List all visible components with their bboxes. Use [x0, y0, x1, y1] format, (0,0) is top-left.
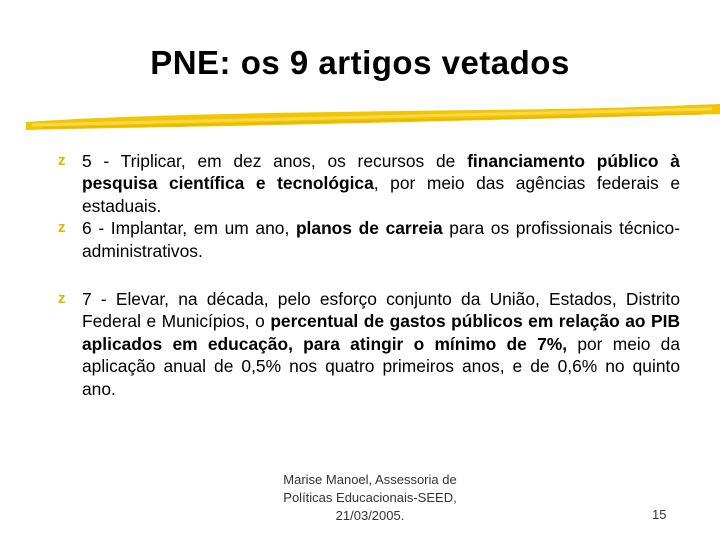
bullet-list: [58, 150, 680, 400]
bullet-text: , por meio das agências federais e estaduais.: [82, 173, 680, 216]
bullet-text: 5 - Triplicar, em dez anos, os recursos de: [82, 151, 468, 171]
bullet-text: 7 - Elevar, na década, pelo esforço conjunto da União, Estados, Distrito Federal e Municípios, o: [82, 289, 680, 332]
bullet-item-5: [58, 150, 680, 217]
bullet-text-bold: percentual de gastos públicos em relação ao PIB aplicados em educação, para atingir o mínimo de 7%,: [82, 311, 680, 354]
bullet-item-6: [58, 217, 680, 262]
bullet-marker-icon: z: [58, 152, 66, 169]
bullet-marker-icon: z: [58, 219, 66, 237]
slide-title: PNE: os 9 artigos vetados: [150, 44, 570, 81]
footer-credit-line: Marise Manoel, Assessoria de: [283, 472, 457, 487]
bullet-text: 6 - Implantar, em um ano,: [82, 218, 296, 239]
bullet-item-7: [58, 288, 680, 400]
bullet-marker-icon: z: [58, 290, 66, 308]
bullet-text-bold: planos de carreia: [295, 218, 443, 239]
page-number: 15: [652, 507, 667, 522]
title-underline: [22, 100, 720, 134]
footer-credit-line: Políticas Educacionais-SEED,: [283, 490, 457, 505]
bullet-text-bold: financiamento público à pesquisa científica e tecnológica: [82, 151, 680, 194]
footer-credit: [260, 471, 480, 525]
bullet-text: para os profissionais técnico-administrativos.: [82, 218, 681, 261]
bullet-text: por meio da aplicação anual de 0,5% nos quatro primeiros anos, e de 0,6% no quinto ano.: [82, 333, 680, 399]
footer-credit-line: 21/03/2005.: [335, 508, 405, 523]
